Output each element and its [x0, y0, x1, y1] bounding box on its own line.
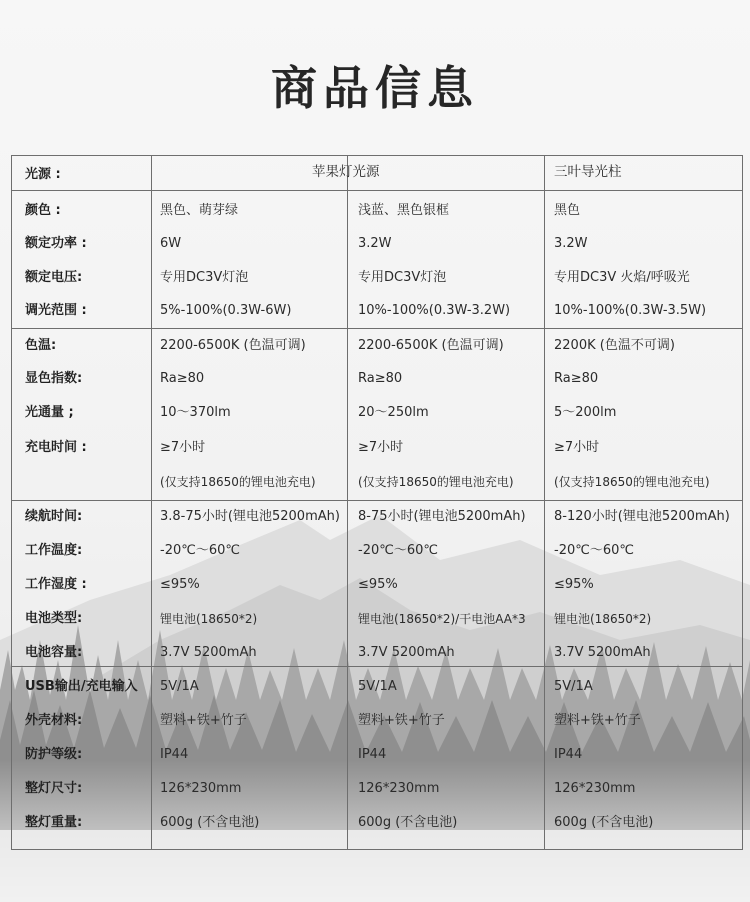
- row-label: 续航时间:: [25, 509, 83, 524]
- header-col-trefoil-light: 三叶导光柱: [554, 164, 622, 180]
- column-divider: [151, 156, 152, 849]
- cell-apple-light: Ra≥80: [160, 371, 205, 386]
- cell-apple-light: -20℃～60℃: [160, 543, 240, 558]
- row-label: 光通量 ;: [25, 405, 74, 420]
- cell-trefoil-light: 10%-100%(0.3W-3.5W): [554, 303, 707, 318]
- row-divider: [12, 500, 742, 501]
- cell-apple-light-b: 2200-6500K (色温可调): [358, 338, 504, 353]
- cell-trefoil-light: 126*230mm: [554, 781, 636, 796]
- cell-apple-light: 5%-100%(0.3W-6W): [160, 303, 292, 318]
- cell-apple-light-b: ≥7小时: [358, 440, 404, 455]
- row-label: 电池容量:: [25, 645, 83, 660]
- cell-trefoil-light: (仅支持18650的锂电池充电): [554, 475, 710, 489]
- row-label: 调光范围 :: [25, 303, 87, 318]
- row-label: 电池类型:: [25, 611, 83, 626]
- cell-apple-light: 3.8-75小时(锂电池5200mAh): [160, 509, 340, 524]
- cell-apple-light-b: 塑料+铁+竹子: [358, 713, 445, 728]
- cell-trefoil-light: -20℃～60℃: [554, 543, 634, 558]
- cell-trefoil-light: ≤95%: [554, 577, 594, 592]
- cell-trefoil-light: 3.7V 5200mAh: [554, 645, 651, 660]
- cell-apple-light-b: 8-75小时(锂电池5200mAh): [358, 509, 526, 524]
- cell-apple-light-b: ≤95%: [358, 577, 398, 592]
- cell-apple-light: IP44: [160, 747, 189, 762]
- row-label: 显色指数:: [25, 371, 83, 386]
- cell-apple-light-b: 126*230mm: [358, 781, 440, 796]
- header-label: 光源 :: [25, 167, 61, 182]
- cell-apple-light-b: 3.2W: [358, 236, 392, 251]
- cell-trefoil-light: 5V/1A: [554, 679, 593, 694]
- row-label: 工作温度:: [25, 543, 83, 558]
- cell-apple-light: 600g (不含电池): [160, 815, 260, 830]
- cell-apple-light-b: Ra≥80: [358, 371, 403, 386]
- row-label: 额定功率 :: [25, 236, 87, 251]
- cell-trefoil-light: 5～200lm: [554, 405, 617, 420]
- cell-apple-light: 黑色、萌芽绿: [160, 203, 239, 218]
- cell-apple-light: 10～370lm: [160, 405, 231, 420]
- row-label: 颜色 :: [25, 203, 61, 218]
- cell-apple-light: 3.7V 5200mAh: [160, 645, 257, 660]
- row-divider: [12, 666, 742, 667]
- cell-trefoil-light: 锂电池(18650*2): [554, 612, 652, 626]
- row-label: 色温:: [25, 338, 57, 353]
- column-divider: [544, 156, 545, 849]
- cell-apple-light-b: 600g (不含电池): [358, 815, 458, 830]
- cell-apple-light: ≤95%: [160, 577, 200, 592]
- cell-apple-light: ≥7小时: [160, 440, 206, 455]
- row-label: 防护等级:: [25, 747, 83, 762]
- row-label: 工作湿度 :: [25, 577, 87, 592]
- row-label: 充电时间 :: [25, 440, 87, 455]
- cell-apple-light: 专用DC3V灯泡: [160, 270, 249, 285]
- cell-apple-light: (仅支持18650的锂电池充电): [160, 475, 316, 489]
- cell-apple-light-b: 5V/1A: [358, 679, 397, 694]
- cell-trefoil-light: Ra≥80: [554, 371, 599, 386]
- header-col-apple-light: 苹果灯光源: [312, 164, 380, 180]
- row-label: 整灯尺寸:: [25, 781, 83, 796]
- cell-apple-light-b: 3.7V 5200mAh: [358, 645, 455, 660]
- cell-trefoil-light: 600g (不含电池): [554, 815, 654, 830]
- spec-table: [11, 155, 743, 850]
- cell-apple-light-b: 锂电池(18650*2)/干电池AA*3: [358, 612, 526, 626]
- cell-trefoil-light: 8-120小时(锂电池5200mAh): [554, 509, 730, 524]
- cell-apple-light-b: 20～250lm: [358, 405, 429, 420]
- cell-trefoil-light: 塑料+铁+竹子: [554, 713, 641, 728]
- row-label: 外壳材料:: [25, 713, 83, 728]
- cell-apple-light-b: 10%-100%(0.3W-3.2W): [358, 303, 511, 318]
- cell-apple-light: 5V/1A: [160, 679, 199, 694]
- cell-apple-light: 126*230mm: [160, 781, 242, 796]
- cell-apple-light: 6W: [160, 236, 182, 251]
- cell-trefoil-light: IP44: [554, 747, 583, 762]
- cell-trefoil-light: 专用DC3V 火焰/呼吸光: [554, 270, 690, 285]
- cell-trefoil-light: 黑色: [554, 203, 581, 218]
- cell-apple-light: 2200-6500K (色温可调): [160, 338, 306, 353]
- cell-apple-light-b: IP44: [358, 747, 387, 762]
- cell-trefoil-light: 2200K (色温不可调): [554, 338, 675, 353]
- cell-apple-light: 锂电池(18650*2): [160, 612, 258, 626]
- row-label: 整灯重量:: [25, 815, 83, 830]
- row-label: 额定电压:: [25, 270, 83, 285]
- cell-apple-light-b: 专用DC3V灯泡: [358, 270, 447, 285]
- cell-trefoil-light: 3.2W: [554, 236, 588, 251]
- row-divider: [12, 190, 742, 191]
- cell-apple-light-b: (仅支持18650的锂电池充电): [358, 475, 514, 489]
- row-divider: [12, 328, 742, 329]
- column-divider: [347, 156, 348, 849]
- cell-trefoil-light: ≥7小时: [554, 440, 600, 455]
- cell-apple-light: 塑料+铁+竹子: [160, 713, 247, 728]
- cell-apple-light-b: -20℃～60℃: [358, 543, 438, 558]
- row-label: USB输出/充电输入: [25, 679, 138, 694]
- page-title: 商品信息: [271, 61, 479, 115]
- cell-apple-light-b: 浅蓝、黑色银框: [358, 203, 450, 218]
